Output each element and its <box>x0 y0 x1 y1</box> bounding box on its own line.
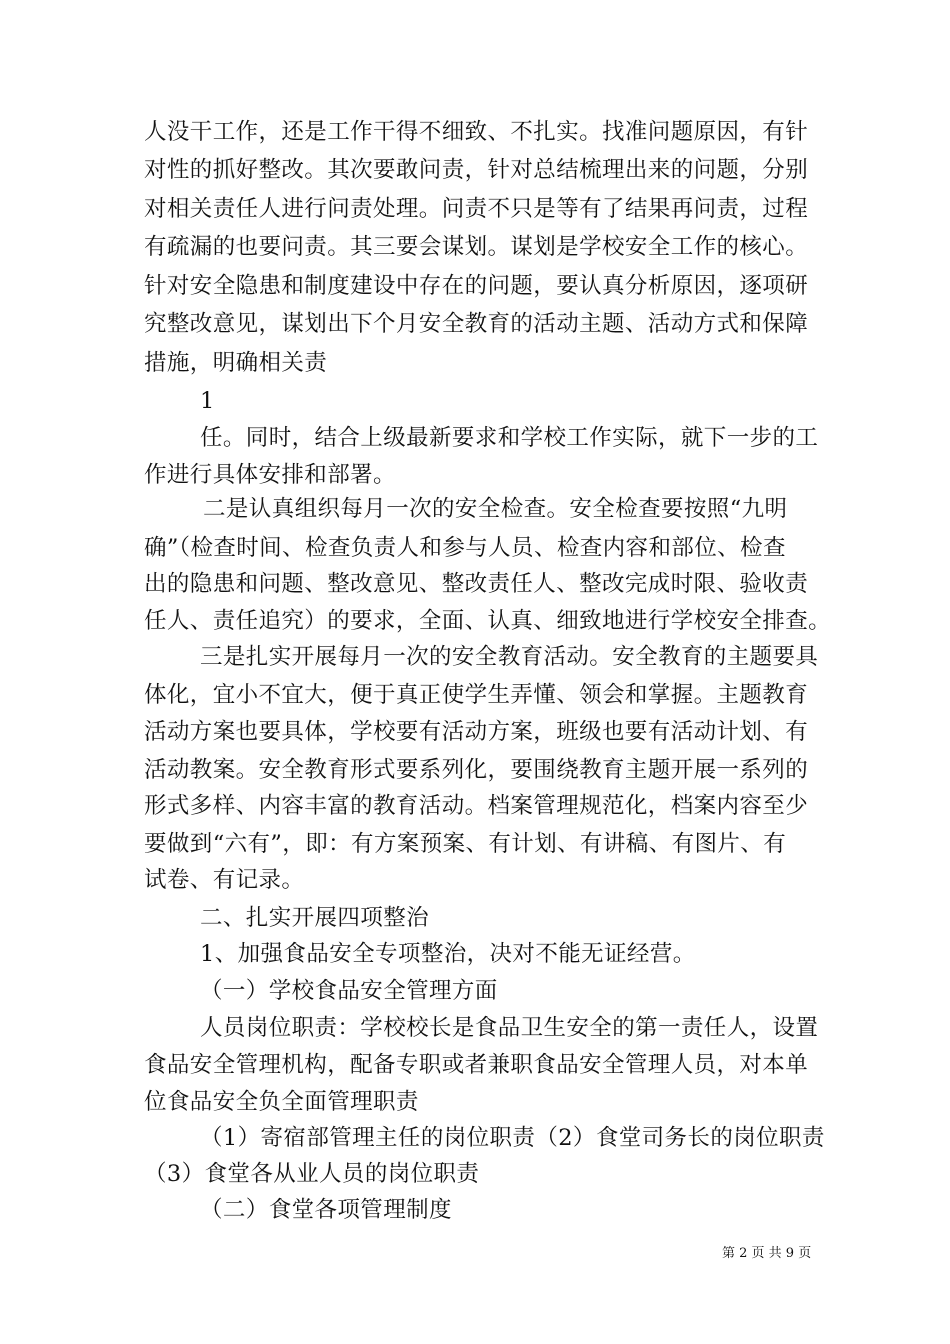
body-line: 对性的抓好整改。其次要敢问责，针对总结梳理出来的问题，分别 <box>144 157 809 183</box>
body-line: 人员岗位职责：学校校长是食品卫生安全的第一责任人，设置 <box>200 1015 819 1041</box>
body-line: 形式多样、内容丰富的教育活动。档案管理规范化，档案内容至少 <box>144 793 809 819</box>
page-footer: 第 2 页 共 9 页 <box>722 1246 812 1261</box>
section-heading: 二、扎实开展四项整治 <box>200 905 430 931</box>
body-line: 食品安全管理机构，配备专职或者兼职食品安全管理人员，对本单 <box>144 1052 809 1078</box>
body-line: （3）食堂各从业人员的岗位职责 <box>144 1161 480 1187</box>
body-line: 活动教案。安全教育形式要系列化，要围绕教育主题开展一系列的 <box>144 757 809 783</box>
body-line: 出的隐患和问题、整改意见、整改责任人、整改完成时限、验收责 <box>144 571 809 597</box>
body-line: （1）寄宿部管理主任的岗位职责（2）食堂司务长的岗位职责 <box>200 1125 825 1151</box>
body-line: 对相关责任人进行问责处理。问责不只是等有了结果再问责，过程 <box>144 196 809 222</box>
body-line: 措施，明确相关责 <box>144 350 328 376</box>
body-line: 确”（检查时间、检查负责人和参与人员、检查内容和部位、检查 <box>144 535 786 561</box>
subsection-heading: 1、加强食品安全专项整治，决对不能无证经营。 <box>200 941 696 967</box>
subsection-heading: （二）食堂各项管理制度 <box>200 1197 452 1223</box>
body-line: 针对安全隐患和制度建设中存在的问题，要认真分析原因，逐项研 <box>144 273 809 299</box>
body-line: 任人、责任追究）的要求，全面、认真、细致地进行学校安全排查。 <box>144 608 832 634</box>
body-line: 有疏漏的也要问责。其三要会谋划。谋划是学校安全工作的核心。 <box>144 234 809 260</box>
body-line: 作进行具体安排和部署。 <box>144 462 396 488</box>
body-line: 人没干工作，还是工作干得不细致、不扎实。找准问题原因，有针 <box>144 119 809 145</box>
body-line: 位食品安全负全面管理职责 <box>144 1089 419 1115</box>
body-line: 究整改意见，谋划出下个月安全教育的活动主题、活动方式和保障 <box>144 311 809 337</box>
body-line: 二是认真组织每月一次的安全检查。安全检查要按照“九明 <box>203 496 788 522</box>
body-line: 要做到“六有”，即：有方案预案、有计划、有讲稿、有图片、有 <box>144 831 787 857</box>
body-line: 体化，宜小不宜大，便于真正使学生弄懂、领会和掌握。主题教育 <box>144 682 809 708</box>
body-line: 活动方案也要具体，学校要有活动方案，班级也要有活动计划、有 <box>144 719 809 745</box>
body-line: 任。同时，结合上级最新要求和学校工作实际，就下一步的工 <box>200 425 819 451</box>
page-number-marker: 1 <box>200 388 215 414</box>
body-line: 三是扎实开展每月一次的安全教育活动。安全教育的主题要具 <box>200 644 819 670</box>
body-line: 试卷、有记录。 <box>144 867 305 893</box>
subsection-heading: （一）学校食品安全管理方面 <box>200 978 498 1004</box>
